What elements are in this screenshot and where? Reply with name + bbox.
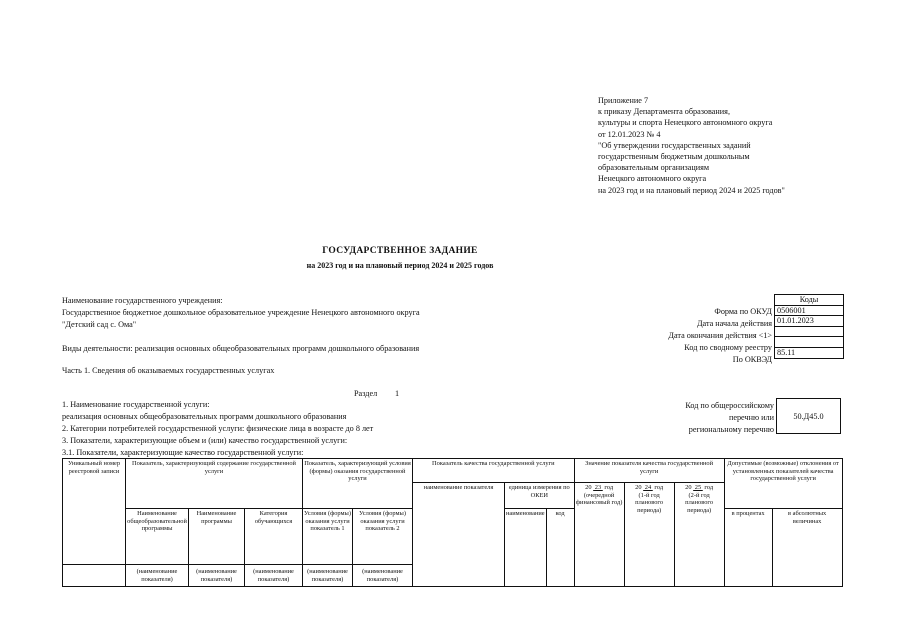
institution-label: Наименование государственного учреждения: <box>62 296 223 305</box>
col-conditions-indicator: Показатель, характеризующий условия (формы) оказания государственной услуги <box>303 459 413 509</box>
col-condition-1: Условия (формы) оказания услуги показатель 1 <box>303 509 353 565</box>
service-name: реализация основных общеобразовательных программ дошкольного образования <box>62 412 347 421</box>
code-value-end <box>775 326 844 337</box>
indicator-name-cell: (наименование показателя) <box>353 565 413 587</box>
col-programs: Наименование программы <box>189 509 245 565</box>
section-label: Раздел <box>354 389 378 398</box>
code-value-okved: 85.11 <box>775 347 844 358</box>
registry-code-value: 50.Д45.0 <box>793 411 824 421</box>
appendix-block <box>598 95 785 196</box>
registry-code-label-3: региональному перечню <box>688 425 774 434</box>
col-deviation-absolute: в абсолютных величинах <box>772 509 842 587</box>
col-year-2023: 20 23 год (очередной финансовый год) <box>574 483 624 587</box>
col-unit-name: наименование <box>505 509 547 587</box>
codes-table <box>774 294 844 359</box>
col-unit: единица измерения по ОКЕИ <box>505 483 575 509</box>
quality-heading: 3.1. Показатели, характеризующие качество государственной услуги: <box>62 448 304 457</box>
appendix-line: культуры и спорта Ненецкого автономного округа <box>598 118 773 128</box>
col-condition-2: Условия (формы) оказания услуги показатель 2 <box>353 509 413 565</box>
col-deviation-percent: в процентах <box>724 509 772 587</box>
document-subtitle: на 2023 год и на плановый период 2024 и 2025 годов <box>306 261 494 270</box>
codes-header: Коды <box>775 295 844 306</box>
appendix-line: "Об утверждении государственных заданий <box>598 140 751 150</box>
col-quality-indicator: Показатель качества государственной услуги <box>413 459 575 483</box>
indicator-name-cell: (наименование показателя) <box>126 565 189 587</box>
col-year-2025: 20 25 год (2-й год планового периода) <box>674 483 724 587</box>
appendix-line: от 12.01.2023 № 4 <box>598 129 661 139</box>
col-deviation: Допустимые (возможные) отклонения от установленных показателей качества государственной услуги <box>724 459 842 509</box>
service-name-label: 1. Наименование государственной услуги: <box>62 400 210 409</box>
code-value-start: 01.01.2023 <box>775 316 844 327</box>
appendix-line: образовательным организациям <box>598 163 710 173</box>
col-category: Категория обучающихся <box>245 509 303 565</box>
section-number: 1 <box>395 389 400 398</box>
indicators-heading: 3. Показатели, характеризующие объем и (или) качество государственной услуги: <box>62 436 348 445</box>
code-value-okud: 0506001 <box>775 305 844 316</box>
appendix-line: государственным бюджетным дошкольным <box>598 152 750 162</box>
indicator-name-cell: (наименование показателя) <box>303 565 353 587</box>
institution-name: Государственное бюджетное дошкольное образовательное учреждение Ненецкого автономного округа <box>62 308 420 317</box>
appendix-line: на 2023 год и на плановый период 2024 и 2025 годов" <box>598 185 785 195</box>
institution-name-short: "Детский сад с. Ома" <box>62 320 137 329</box>
code-value-registry <box>775 337 844 348</box>
document-title: ГОСУДАРСТВЕННОЕ ЗАДАНИЕ <box>322 246 478 256</box>
code-label-start: Дата начала действия <box>696 319 772 328</box>
col-value: Значение показателя качества государственной услуги <box>574 459 724 483</box>
quality-indicators-table <box>62 458 843 587</box>
col-program-name: Наименование общеобразовательной программы <box>126 509 189 565</box>
col-year-2024: 20 24 год (1-й год планового периода) <box>624 483 674 587</box>
indicator-name-cell: (наименование показателя) <box>245 565 303 587</box>
consumer-category: 2. Категории потребителей государственной услуги: физические лица в возрасте до 8 лет <box>62 424 374 433</box>
indicator-name-cell: (наименование показателя) <box>189 565 245 587</box>
code-label-registry: Код по сводному реестру <box>684 343 772 352</box>
code-label-okved: По ОКВЭД <box>732 355 772 364</box>
appendix-line: Ненецкого автономного округа <box>598 174 707 184</box>
col-unit-code: код <box>546 509 574 587</box>
code-label-end: Дата окончания действия <1> <box>668 331 772 340</box>
registry-code-label-2: перечню или <box>728 413 774 422</box>
appendix-line: Приложение 7 <box>598 96 649 105</box>
col-unique-number: Уникальный номер реестровой записи <box>63 459 126 565</box>
col-indicator-name: наименование показателя <box>413 483 505 587</box>
appendix-line: к приказу Департамента образования, <box>598 107 730 117</box>
registry-code-label-1: Код по общероссийскому <box>685 401 774 410</box>
col-content-indicator: Показатель, характеризующий содержание государственной услуги <box>126 459 303 509</box>
activity-type: Виды деятельности: реализация основных общеобразовательных программ дошкольного образования <box>62 344 420 353</box>
code-label-okud: Форма по ОКУД <box>714 307 772 316</box>
cell-empty <box>63 565 126 587</box>
part-title: Часть 1. Сведения об оказываемых государственных услугах <box>62 366 275 375</box>
registry-code-box <box>776 398 841 434</box>
